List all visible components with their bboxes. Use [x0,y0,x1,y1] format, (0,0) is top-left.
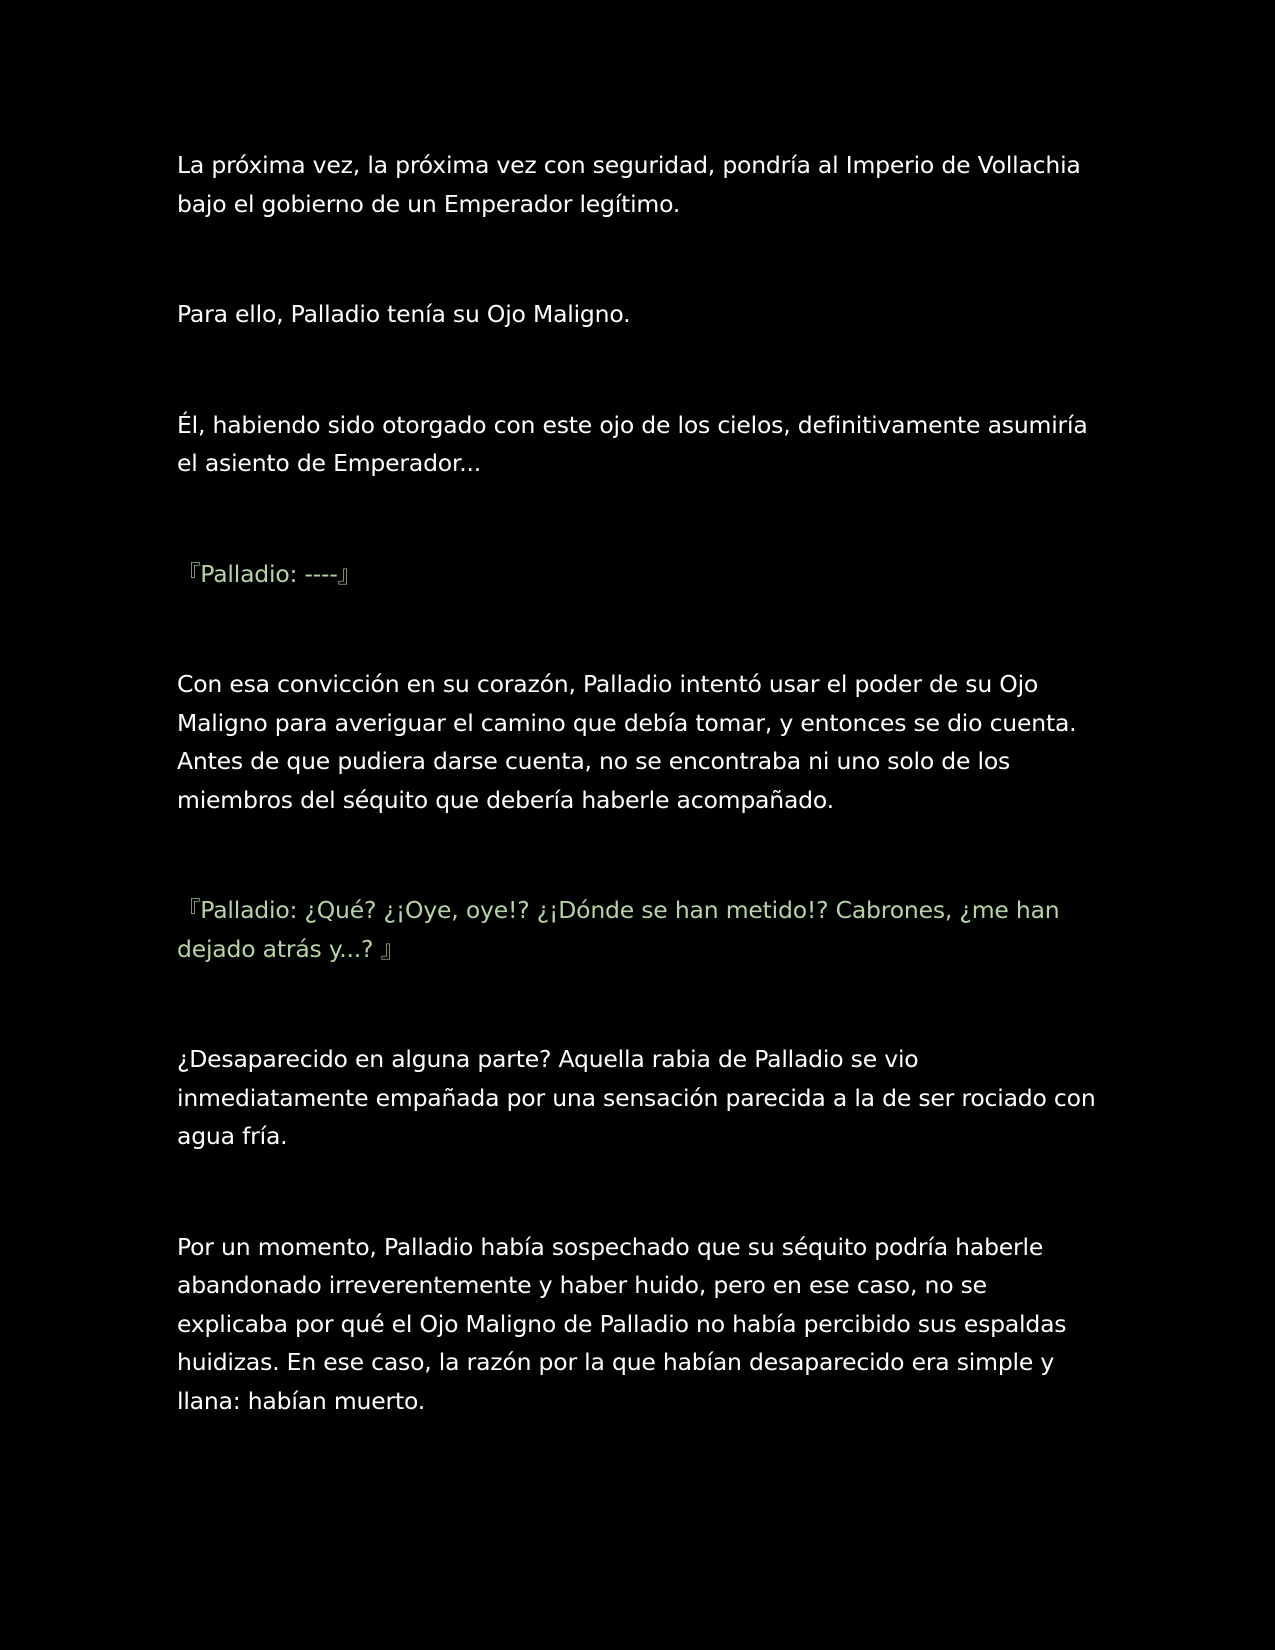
paragraph-5: ¿Desaparecido en alguna parte? Aquella rabia de Palladio se vio inmediatamente empañada por una sensación parecida a la de ser rociado con agua fría. [177,1045,1096,1150]
paragraph-2: Para ello, Palladio tenía su Ojo Maligno. [177,300,631,328]
document-page [177,146,1102,1492]
dialogue-line-2: 『Palladio: ¿Qué? ¿¡Oye, oye!? ¿¡Dónde se han metido!? Cabrones, ¿me han dejado atrás y...? 』 [177,896,1060,963]
dialogue-line-1: 『Palladio: ----』 [177,559,361,588]
paragraph-3: Él, habiendo sido otorgado con este ojo de los cielos, definitivamente asumiría el asiento de Emperador... [177,410,1088,477]
paragraph-1: La próxima vez, la próxima vez con seguridad, pondría al Imperio de Vollachia bajo el gobierno de un Emperador legítimo. [177,151,1081,218]
paragraph-6: Por un momento, Palladio había sospechado que su séquito podría haberle abandonado irreverentemente y haber huido, pero en ese caso, no se explicaba por qué el Ojo Maligno de Palladio no había percibido sus espaldas huidizas. En ese caso, la razón por la que habían desaparecido era simple y llana: habían muerto. [177,1232,1067,1415]
paragraph-4: Con esa convicción en su corazón, Palladio intentó usar el poder de su Ojo Maligno para averiguar el camino que debía tomar, y entonces se dio cuenta. Antes de que pudiera darse cuenta, no se encontraba ni uno solo de los miembros del séquito que debería haberle acompañado. [177,670,1077,814]
